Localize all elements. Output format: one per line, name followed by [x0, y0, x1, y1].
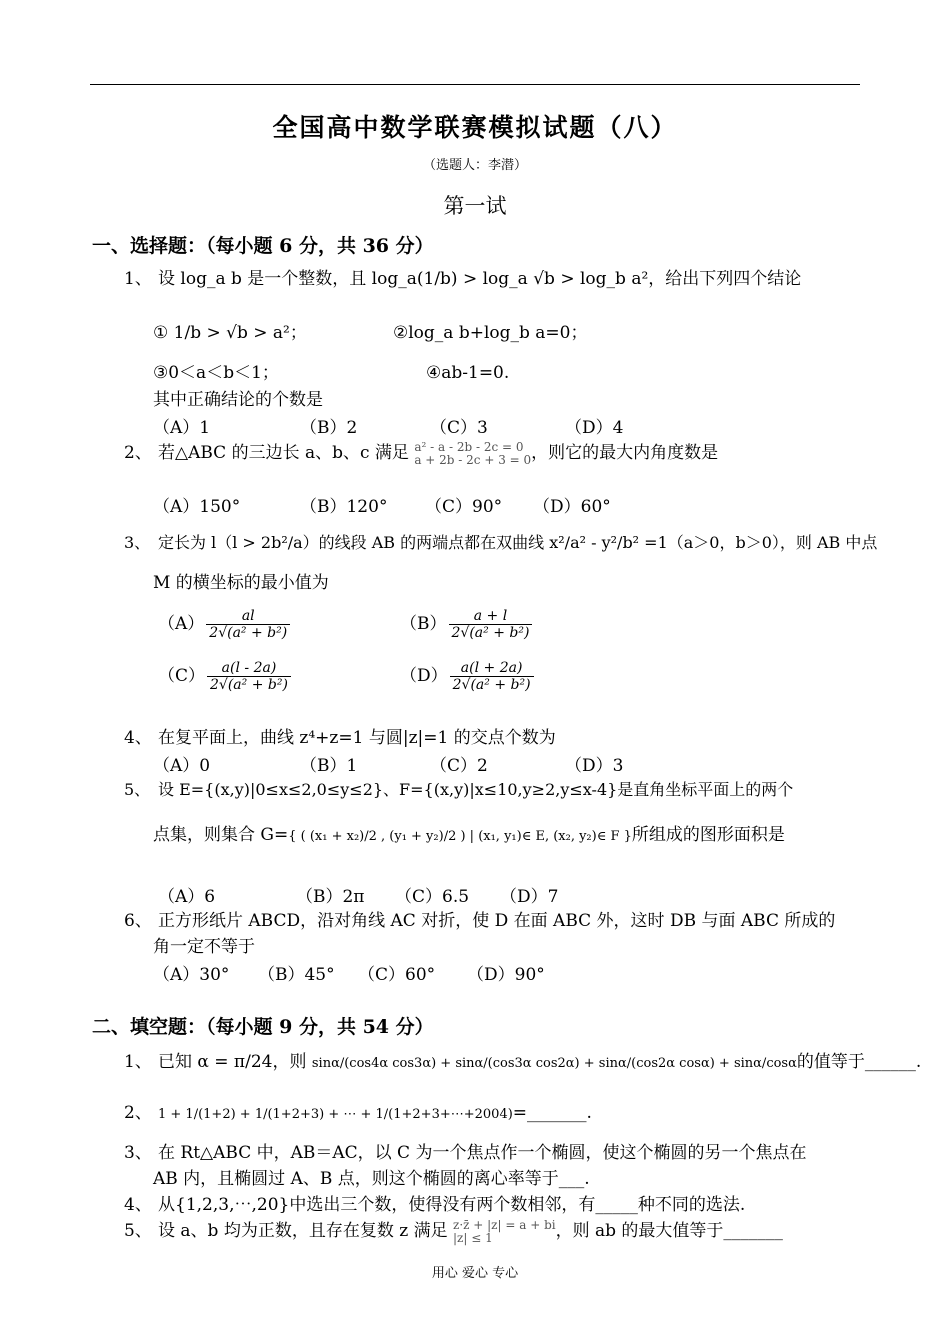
q2-option-b: （B）120° [300, 497, 388, 517]
q4-stem-text: 在复平面上，曲线 z⁴+z=1 与圆|z|=1 的交点个数为 [158, 728, 556, 748]
q3-c-num: a(l - 2a) [207, 660, 291, 677]
q3-option-b-label: （B） [400, 614, 447, 634]
q3-option-a-label: （A） [158, 614, 205, 634]
q3-stem [124, 530, 877, 556]
q3-a-den: 2√(a² + b²) [209, 625, 288, 641]
top-rule [90, 84, 860, 85]
q6-line2: 角一定不等于 [153, 937, 255, 957]
q3-option-c-fraction [207, 660, 291, 693]
fill2-expression: 1 + 1/(1+2) + 1/(1+2+3) + ⋯ + 1/(1+2+3+⋯+2004) [158, 1107, 513, 1122]
fill1-pre: 已知 α = π/24，则 [158, 1052, 307, 1072]
fill2-number: 2、 [124, 1103, 152, 1123]
q2-option-c: （C）90° [425, 497, 503, 517]
q3-d-num: a(l + 2a) [450, 660, 534, 677]
round-title: 第一试 [443, 194, 507, 218]
fill3-stem [124, 1140, 806, 1166]
q2-pre: 若△ABC 的三边长 a、b、c 满足 [158, 443, 409, 463]
fill1-stem [124, 1049, 921, 1077]
q2-system-eq2: a + 2b - 2c + 3 = 0 [414, 452, 532, 467]
q5-option-b: （B）2π [296, 887, 365, 907]
q1-conclusion-4: ④ab-1=0. [426, 363, 510, 383]
q6-option-c: （C）60° [358, 965, 436, 985]
q1-stem [124, 266, 801, 292]
q1-option-c: （C）3 [430, 418, 488, 438]
q6-option-a: （A）30° [153, 965, 230, 985]
fill5-system [453, 1219, 556, 1245]
fill5-post: ，则 ab 的最大值等于_______ [555, 1221, 783, 1241]
q5-option-c: （C）6.5 [395, 887, 470, 907]
q3-d-den: 2√(a² + b²) [452, 677, 531, 693]
q3-option-b [400, 608, 534, 641]
q4-option-a: （A）0 [153, 756, 211, 776]
q3-option-d-label: （D） [400, 666, 448, 686]
q5-option-d: （D）7 [500, 887, 559, 907]
q3-option-d-fraction [450, 660, 534, 693]
q3-a-num: al [206, 608, 290, 625]
q3-option-c-label: （C） [158, 666, 206, 686]
setter-note: （选题人：李潜） [422, 158, 527, 173]
fill2-stem [124, 1100, 592, 1128]
fill3-line1: 在 Rt△ABC 中，AB＝AC，以 C 为一个焦点作一个椭圆，使这个椭圆的另一个焦点在 [158, 1143, 807, 1163]
fill4-stem [124, 1192, 745, 1218]
q5-option-a: （A）6 [158, 887, 216, 907]
q3-option-d [400, 660, 536, 693]
q2-option-a: （A）150° [153, 497, 241, 517]
fill5-system-eq2: |z| ≤ 1 [453, 1230, 493, 1245]
q1-number: 1、 [124, 269, 152, 289]
q1-conclusion-3: ③0＜a＜b＜1； [153, 363, 279, 383]
q3-number: 3、 [124, 533, 151, 552]
fill5-stem [124, 1218, 783, 1245]
fill1-post: 的值等于______. [796, 1052, 922, 1072]
fill4-number: 4、 [124, 1195, 152, 1215]
q6-option-b: （B）45° [258, 965, 335, 985]
q6-number: 6、 [124, 911, 152, 931]
page-title: 全国高中数学联赛模拟试题（八） [272, 113, 678, 142]
q5-stem [124, 777, 793, 803]
page-footer: 用心 爱心 专心 [431, 1266, 519, 1281]
fill1-expression: sinα/(cos4α cos3α) + sinα/(cos3α cos2α) + sinα/(cos2α cosα) + sinα/cosα [311, 1056, 797, 1071]
q3-option-a-fraction [206, 608, 290, 641]
q5-line2a: 点集，则集合 G= [153, 825, 289, 845]
q4-stem [124, 725, 556, 751]
q5-line2 [153, 822, 785, 850]
q3-option-b-fraction [449, 608, 533, 641]
q2-system [414, 441, 531, 467]
fill3-line2: AB 内，且椭圆过 A、B 点，则这个椭圆的离心率等于___. [153, 1169, 590, 1189]
q3-b-den: 2√(a² + b²) [451, 625, 530, 641]
q6-stem [124, 908, 835, 934]
fill5-system-eq1: z·z̄ + |z| = a + bi [453, 1217, 556, 1232]
q6-option-d: （D）90° [467, 965, 545, 985]
q3-b-num: a + l [449, 608, 533, 625]
fill4-stem-text: 从{1,2,3,⋯,20}中选出三个数，使得没有两个数相邻，有_____种不同的选法. [158, 1195, 746, 1215]
q2-post: ，则它的最大内角度数是 [531, 443, 719, 463]
q5-number: 5、 [124, 780, 151, 799]
fill5-number: 5、 [124, 1221, 152, 1241]
section2-heading: 二、填空题：（每小题 9 分，共 54 分） [92, 1016, 434, 1038]
q3-line1: 定长为 l（l > 2b²/a）的线段 AB 的两端点都在双曲线 x²/a² - y²/b² =1（a＞0，b＞0），则 AB 中点 [158, 533, 878, 552]
q2-stem [124, 440, 718, 467]
q3-c-den: 2√(a² + b²) [210, 677, 288, 693]
q4-option-c: （C）2 [430, 756, 488, 776]
q3-line2: M 的横坐标的最小值为 [153, 573, 329, 593]
fill1-number: 1、 [124, 1052, 152, 1072]
q1-question: 其中正确结论的个数是 [153, 390, 323, 410]
q2-option-d: （D）60° [533, 497, 611, 517]
q3-option-a [158, 608, 292, 641]
q2-system-eq1: a² - a - 2b - 2c = 0 [414, 439, 524, 454]
q4-option-b: （B）1 [300, 756, 358, 776]
fill3-number: 3、 [124, 1143, 152, 1163]
q4-option-d: （D）3 [565, 756, 624, 776]
q1-conclusion-1: ① 1/b > √b > a²； [153, 323, 307, 343]
q4-number: 4、 [124, 728, 152, 748]
q5-line2b: 所组成的图形面积是 [631, 825, 785, 845]
fill2-post: =_______. [512, 1103, 592, 1123]
q6-line1: 正方形纸片 ABCD，沿对角线 AC 对折，使 D 在面 ABC 外，这时 DB 与面 ABC 所成的 [158, 911, 836, 931]
q1-option-b: （B）2 [300, 418, 358, 438]
q5-line1: 设 E={(x,y)|0≤x≤2,0≤y≤2}、F={(x,y)|x≤10,y≥2,y≤x-4}是直角坐标平面上的两个 [158, 780, 794, 799]
q1-stem-text: 设 log_a b 是一个整数，且 log_a(1/b) > log_a √b > log_b a²，给出下列四个结论 [158, 269, 802, 289]
q3-option-c [158, 660, 293, 693]
fill5-pre: 设 a、b 均为正数，且存在复数 z 满足 [158, 1221, 448, 1241]
q1-option-d: （D）4 [565, 418, 624, 438]
q1-conclusion-2: ②log_a b+log_b a=0； [393, 323, 588, 343]
section1-heading: 一、选择题：（每小题 6 分，共 36 分） [92, 235, 434, 257]
q2-number: 2、 [124, 443, 152, 463]
q5-set-expression: { ( (x₁ + x₂)/2 , (y₁ + y₂)/2 ) | (x₁, y₁)∈ E, (x₂, y₂)∈ F } [288, 829, 632, 844]
q1-option-a: （A）1 [153, 418, 211, 438]
